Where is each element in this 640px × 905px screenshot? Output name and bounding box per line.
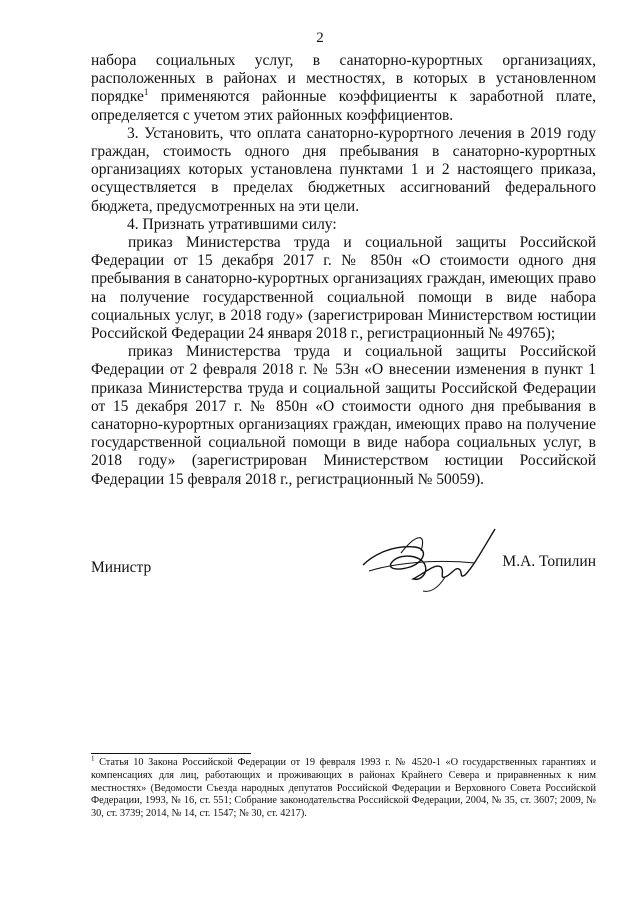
page-number: 2 bbox=[316, 30, 324, 46]
signatory-title: Министр bbox=[91, 559, 152, 576]
paragraph-item-4: 4. Признать утратившими силу: bbox=[127, 215, 337, 233]
repealed-order-2: приказ Министерства труда и социальной защиты Российской Федерации от 2 февраля 2018 г. № 53н «О внесении изменения в пункт 1 приказа Министерства труда и социальной защиты Российской Федерации от 15 декабря 2017 г. № 850н «О стоимости одного дня пребывания в санаторно-курортных организациях граждан, имеющих право на получение государственной социальной помощи в виде набора социальных услуг, в 2018 году» (зарегистрирован Министерством юстиции Российской Федерации 15 февраля 2018 г., регистрационный № 50059). bbox=[91, 343, 596, 488]
footnote-reference[interactable]: 1 bbox=[143, 87, 149, 98]
footnote-marker: 1 bbox=[91, 754, 95, 763]
footnote-text: Статья 10 Закона Российской Федерации от 19 февраля 1993 г. № 4520-1 «О государственных гарантиях и компенсациях для лиц, работающих и проживающих в районах Крайнего Севера и приравненных к ним местностях» (Ведомости Съезда народных депутатов Российской Федерации и Верховного Совета Российской Федерации, 1993, № 16, ст. 551; Собрание законодательства Российской Федерации, 2004, № 35, ст. 3607; 2009, № 30, ст. 3739; 2014, № 14, ст. 1547; № 30, ст. 4217). bbox=[91, 757, 596, 820]
paragraph-text: применяются районные коэффициенты к заработной плате, определяется с учетом этих районных коэффициентов. bbox=[91, 88, 596, 124]
handwritten-signature bbox=[355, 523, 505, 598]
paragraph-continuation bbox=[91, 52, 596, 125]
signatory-name: М.А. Топилин bbox=[502, 553, 596, 570]
paragraph-text: набора социальных услуг, в санаторно-курортных организациях, расположенных в районах и местностях, в которых в установленном порядке bbox=[91, 52, 596, 106]
footnote-divider bbox=[91, 753, 251, 754]
signature-block bbox=[91, 553, 596, 593]
document-body bbox=[91, 52, 596, 489]
paragraph-item-3: 3. Установить, что оплата санаторно-курортного лечения в 2019 году граждан, стоимость одного дня пребывания в санаторно-курортных организациях которых установлена пунктами 1 и 2 настоящего приказа, осуществляется в пределах бюджетных ассигнований федерального бюджета, предусмотренных на эти цели. bbox=[91, 124, 596, 215]
repealed-order-1: приказ Министерства труда и социальной защиты Российской Федерации от 15 декабря 2017 г. № 850н «О стоимости одного дня пребывания в санаторно-курортных организациях граждан, имеющих право на получение государственной социальной помощи в виде набора социальных услуг, в 2018 году» (зарегистрирован Министерством юстиции Российской Федерации 24 января 2018 г., регистрационный № 49765); bbox=[91, 234, 596, 343]
footnote bbox=[91, 754, 596, 821]
